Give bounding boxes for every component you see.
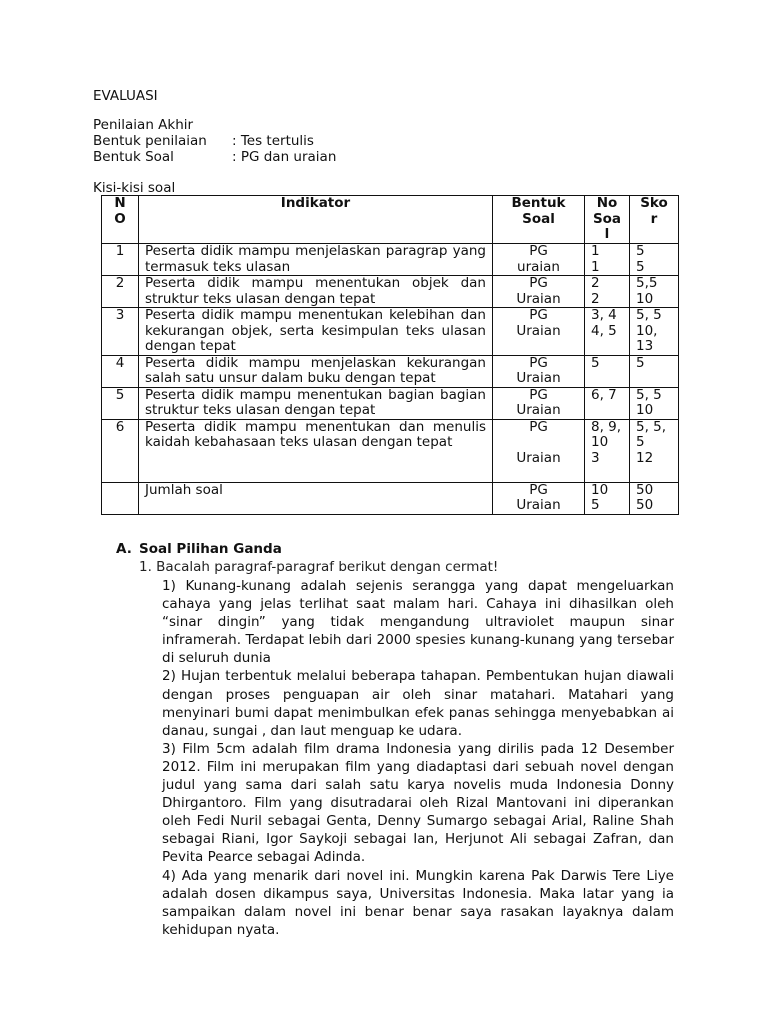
table-row <box>102 276 679 308</box>
cell-bentuk-soal: PG uraian <box>493 244 585 276</box>
table-row <box>102 482 679 514</box>
info-key: Bentuk Soal <box>93 149 174 165</box>
cell-skor: 5, 5 10, 13 <box>630 308 679 356</box>
cell-no-soal: 6, 7 <box>585 387 630 419</box>
info-value: : PG dan uraian <box>232 149 337 165</box>
cell-bentuk-soal: PG Uraian <box>493 355 585 387</box>
cell-indikator: Peserta didik mampu menentukan bagian bagian struktur teks ulasan dengan tepat <box>139 387 493 419</box>
cell-no-soal: 10 5 <box>585 482 630 514</box>
info-value: : Tes tertulis <box>232 133 314 149</box>
kisi-kisi-table <box>101 195 679 515</box>
cell-bentuk-soal: PG Uraian <box>493 387 585 419</box>
passage-4: 4) Ada yang menarik dari novel ini. Mungkin karena Pak Darwis Tere Liye adalah dosen dikampus saya, Universitas Indonesia. Maka latar yang ia sampaikan dalam novel ini benar benar saya rasakan layaknya dalam kehidupan nyata. <box>162 867 674 938</box>
cell-skor: 5, 5, 5 12 <box>630 419 679 482</box>
cell-indikator: Peserta didik mampu menentukan objek dan struktur teks ulasan dengan tepat <box>139 276 493 308</box>
document-title: EVALUASI <box>93 88 158 104</box>
cell-skor: 5 <box>630 355 679 387</box>
section-title: Soal Pilihan Ganda <box>139 541 282 557</box>
info-key: Bentuk penilaian <box>93 133 207 149</box>
passage-3: 3) Film 5cm adalah film drama Indonesia yang dirilis pada 12 Desember 2012. Film ini merupakan film yang diadaptasi dari sebuah novel dengan judul yang sama dari salah satu karya novelis muda Indonesia Donny Dhirgantoro. Film yang disutradarai oleh Rizal Mantovani ini diperankan oleh Fedi Nuril sebagai Genta, Denny Sumargo sebagai Arial, Raline Shah sebagai Riani, Igor Saykoji sebagai Ian, Herjunot Ali sebagai Zafran, dan Pevita Pearce sebagai Adinda. <box>162 740 674 866</box>
cell-bentuk-soal: PG Uraian <box>493 419 585 482</box>
cell-no-soal: 8, 9, 10 3 <box>585 419 630 482</box>
cell-skor: 5,5 10 <box>630 276 679 308</box>
passage-2: 2) Hujan terbentuk melalui beberapa tahapan. Pembentukan hujan diawali dengan proses penguapan air oleh sinar matahari. Matahari yang menyinari bumi dapat menimbulkan efek panas sehingga menyebabkan ai danau, sungai , dan laut menguap ke udara. <box>162 668 674 739</box>
table-header-row <box>102 196 679 244</box>
header-skor: Sko r <box>630 196 679 244</box>
question-1-instruction: 1. Bacalah paragraf-paragraf berikut dengan cermat! <box>139 559 499 575</box>
cell-no-soal: 3, 4 4, 5 <box>585 308 630 356</box>
cell-indikator: Peserta didik mampu menjelaskan kekurangan salah satu unsur dalam buku dengan tepat <box>139 355 493 387</box>
cell-indikator: Peserta didik mampu menentukan kelebihan dan kekurangan objek, serta kesimpulan teks ulasan dengan tepat <box>139 308 493 356</box>
table-caption: Kisi-kisi soal <box>93 180 176 196</box>
cell-no: 3 <box>102 308 139 356</box>
section-a-heading <box>116 541 282 557</box>
header-no: N O <box>102 196 139 244</box>
header-indikator: Indikator <box>139 196 493 244</box>
table-row <box>102 244 679 276</box>
cell-indikator: Peserta didik mampu menentukan dan menulis kaidah kebahasaan teks ulasan dengan tepat <box>139 419 493 482</box>
passage-list <box>162 577 674 939</box>
cell-no: 5 <box>102 387 139 419</box>
cell-skor: 5 5 <box>630 244 679 276</box>
cell-bentuk-soal: PG Uraian <box>493 482 585 514</box>
table-row <box>102 308 679 356</box>
table-row <box>102 419 679 482</box>
cell-bentuk-soal: PG Uraian <box>493 276 585 308</box>
cell-no: 6 <box>102 419 139 482</box>
header-bentuk-soal: Bentuk Soal <box>493 196 585 244</box>
cell-bentuk-soal: PG Uraian <box>493 308 585 356</box>
cell-no-soal: 1 1 <box>585 244 630 276</box>
cell-skor: 50 50 <box>630 482 679 514</box>
info-row-question-form <box>93 149 336 165</box>
passage-1: 1) Kunang-kunang adalah sejenis serangga yang dapat mengeluarkan cahaya yang jelas terlihat saat malam hari. Cahaya ini dihasilkan oleh “sinar dingin” yang tidak mengandung ultraviolet maupun sinar inframerah. Terdapat lebih dari 2000 spesies kunang-kunang yang tersebar di seluruh dunia <box>162 578 674 667</box>
assessment-heading: Penilaian Akhir <box>93 117 194 133</box>
cell-indikator: Jumlah soal <box>139 482 493 514</box>
cell-skor: 5, 5 10 <box>630 387 679 419</box>
section-letter: A. <box>116 541 132 557</box>
info-row-assessment-form <box>93 133 314 149</box>
cell-no-soal: 5 <box>585 355 630 387</box>
cell-no-soal: 2 2 <box>585 276 630 308</box>
cell-no <box>102 482 139 514</box>
cell-no: 2 <box>102 276 139 308</box>
table-row <box>102 355 679 387</box>
cell-no: 4 <box>102 355 139 387</box>
table-row <box>102 387 679 419</box>
cell-indikator: Peserta didik mampu menjelaskan paragrap yang termasuk teks ulasan <box>139 244 493 276</box>
cell-no: 1 <box>102 244 139 276</box>
header-no-soal: No Soa l <box>585 196 630 244</box>
